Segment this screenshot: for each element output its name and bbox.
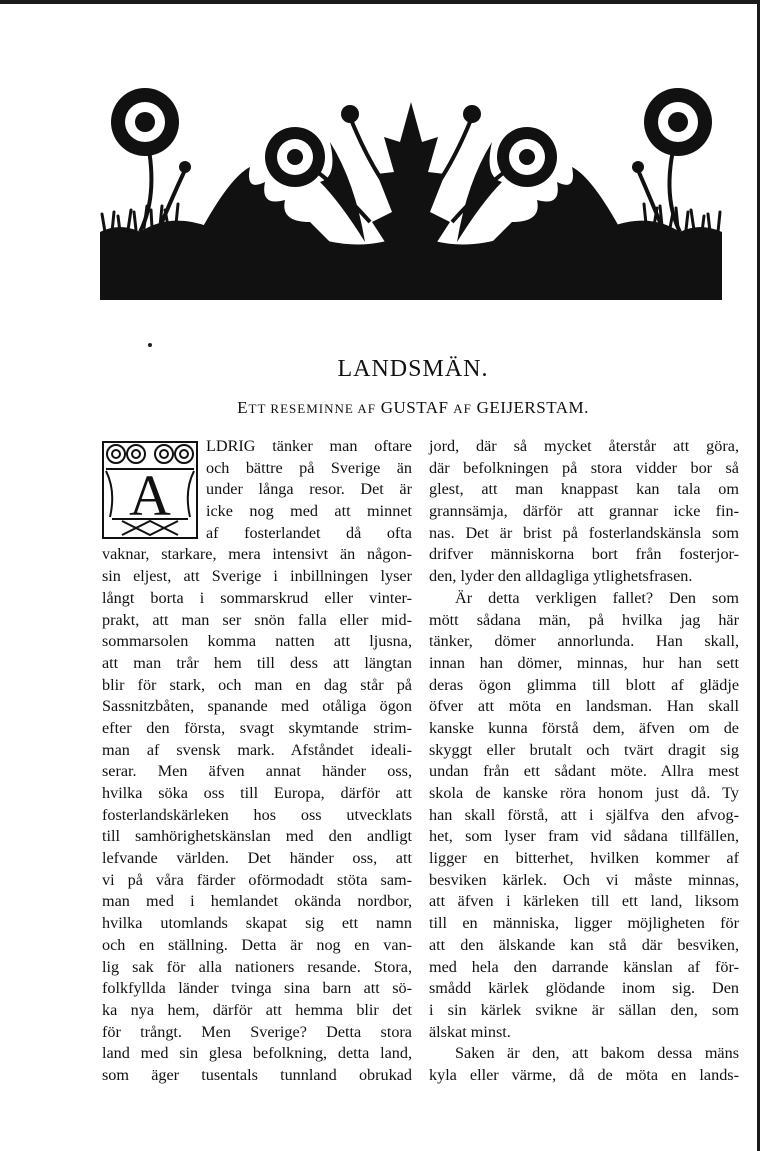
- text-line: kanske kunna förstå dem, äfven om de: [429, 718, 739, 737]
- text-line: mött sådana män, på hvilka jag här: [429, 610, 739, 629]
- text-line: grannsämja, därför att grannar icke fin-: [429, 502, 739, 521]
- text-line: där befolkningen på stora vidder bor så: [429, 458, 739, 477]
- text-line: Är detta verkligen fallet? Den som: [455, 588, 739, 607]
- text-line: sin eljest, att Sverige i inbillningen lyser: [102, 567, 412, 586]
- text-line: prakt, att man ser snön falla eller mid-: [102, 610, 412, 629]
- text-line: att man trår hem till dess att längtan: [102, 653, 412, 672]
- text-line: hvilka söka oss till Europa, därför att: [102, 784, 412, 802]
- text-line: af fosterlandet då ofta: [206, 523, 412, 542]
- text-line: serar. Men äfven annat händer oss,: [102, 762, 412, 781]
- text-line: att den älskande kan stå där besviken,: [429, 935, 739, 954]
- text-line: nas. Det är brist på fosterlandskänsla som: [429, 523, 739, 542]
- text-line: glest, att man knappast kan tala om: [429, 480, 739, 499]
- text-line: fosterlandskärleken hos oss utvecklats: [102, 805, 412, 824]
- right-text-column: [429, 436, 739, 1087]
- text-line: jord, där så mycket återstår att göra,: [429, 437, 739, 455]
- text-line: smådd kärlek glödande inom sig. Den: [429, 979, 739, 998]
- text-line: för trångt. Men Sverige? Detta stora: [102, 1022, 412, 1041]
- byline-author-surname: GEIJERSTAM.: [476, 398, 589, 417]
- text-line: man af svensk mark. Afståndet ideali-: [102, 740, 412, 759]
- text-line: undan från ett sådant möte. Allra mest: [429, 762, 739, 781]
- text-line: kyla eller värme, då de möta en lands-: [429, 1065, 739, 1084]
- article-title: LANDSMÄN.: [337, 356, 489, 382]
- text-line: till en människa, ligger möjligheten för: [429, 914, 739, 933]
- text-line: öfver att möta en landsman. Han skall: [429, 697, 739, 716]
- text-line: och en ställning. Detta är nog en van-: [102, 935, 412, 954]
- text-line: land med sin glesa befolkning, detta land,: [102, 1044, 412, 1063]
- text-line: drifver människorna bort från fosterjor-: [429, 545, 739, 564]
- text-line: folkfyllda länder tvinga sina barn att sö-: [102, 979, 412, 998]
- byline-author-firstname: GUSTAF: [380, 398, 449, 417]
- text-line: Sassnitzbåten, spanande med otåliga ögon: [102, 697, 412, 716]
- text-line: långt borta i sommarskrud eller vinter-: [102, 588, 412, 607]
- byline-prefix: TT RESEMINNE AF: [248, 401, 376, 416]
- text-line: lig sak för alla nationers resande. Stora,: [102, 957, 412, 976]
- article-byline: [0, 398, 760, 418]
- text-line: skola de kanske röra honom just då. Ty: [429, 784, 739, 802]
- text-line: vi på våra färder oförmodadt stöta sam-: [102, 870, 412, 889]
- text-line: älskat minst.: [429, 1022, 511, 1041]
- page-top-rule: [0, 0, 760, 4]
- text-line: besviken kärlek. Och vi måste minnas,: [429, 870, 739, 889]
- text-line: sommarsolen komma natten att ljusna,: [102, 632, 412, 651]
- drop-capital-letter: A: [129, 463, 171, 528]
- text-line: med hela den darrande känslan af för-: [429, 957, 739, 976]
- text-line: lefvande världen. Det händer oss, att: [102, 849, 412, 868]
- dandelion-headpiece-illustration: [100, 82, 722, 300]
- text-line: efter den första, svagt skymtande strim-: [102, 718, 412, 737]
- text-line: innan han dömer, minnas, hur han sett: [429, 653, 739, 672]
- left-text-column: [102, 436, 412, 1087]
- text-line: Saken är den, att bakom dessa mäns: [455, 1044, 739, 1063]
- print-speck: [148, 343, 152, 347]
- byline-af: AF: [453, 401, 472, 416]
- text-line: skyggt eller brutalt och tvärt dragit sig: [429, 740, 739, 759]
- text-line: LDRIG tänker man oftare: [206, 437, 412, 455]
- text-line: hvilka utomlands skapat sig ett namn: [102, 914, 412, 933]
- text-line: deras ögon glimma till blott af glädje: [429, 675, 739, 694]
- text-line: man med i hemlandet okända nordbor,: [102, 892, 412, 911]
- text-line: vaknar, starkare, mera intensivt än någon-: [102, 545, 412, 564]
- text-line: som äger tusentals tunnland obrukad: [102, 1065, 412, 1084]
- text-line: till samhörighetskänslan med den andligt: [102, 827, 412, 846]
- text-line: i sin kärlek svikne är sällan den, som: [429, 1000, 739, 1019]
- byline-initial: E: [237, 398, 249, 417]
- text-line: ka nya hem, därför att hemma blir det: [102, 1000, 412, 1019]
- text-line: och bättre på Sverige än: [206, 458, 412, 477]
- text-line: den, lyder den alldagliga ytlighetsfrasen.: [429, 567, 693, 586]
- text-line: ligger en bitterhet, hvilken kommer af: [429, 849, 739, 868]
- text-line: blir för stark, och man en dag står på: [102, 675, 412, 694]
- text-line: han skall förstå, att i själfva den afvog-: [429, 805, 739, 824]
- text-line: icke nog med att minnet: [206, 502, 412, 521]
- text-line: att äfven i kärleken till ett land, liksom: [429, 892, 739, 911]
- text-line: tänker, dömer annorlunda. Han skall,: [429, 632, 739, 651]
- text-line: under långa resor. Det är: [206, 480, 412, 499]
- text-line: het, som lyser fram vid sådana tillfällen,: [429, 827, 739, 846]
